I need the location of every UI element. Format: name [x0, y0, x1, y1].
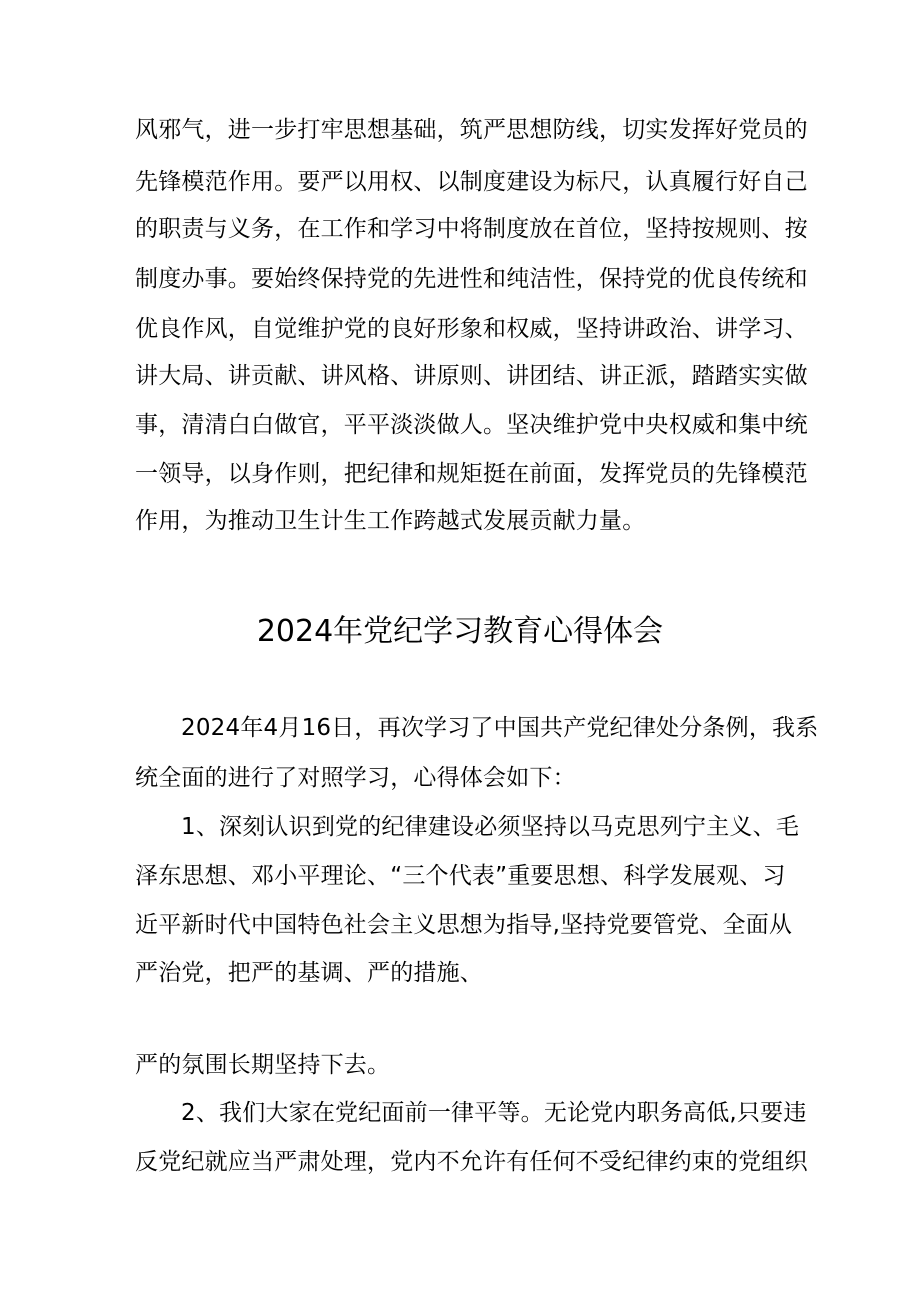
point-1-line: 泽东思想、邓小平理论、“三个代表”重要思想、科学发展观、习 [135, 863, 786, 889]
paragraph-line: 制度办事。要始终保持党的先进性和纯洁性，保持党的优良传统和 [135, 266, 808, 292]
paragraph-line: 的职责与义务，在工作和学习中将制度放在首位，坚持按规则、按 [135, 216, 808, 242]
point-2-line: 2、我们大家在党纪面前一律平等。无论党内职务高低,只要违 [181, 1100, 807, 1126]
paragraph-line: 讲大局、讲贡献、讲风格、讲原则、讲团结、讲正派，踏踏实实做 [135, 363, 808, 389]
point-1-line: 近平新时代中国特色社会主义思想为指导,坚持党要管党、全面从 [135, 912, 793, 938]
paragraph-line: 一领导，以身作则，把纪律和规矩挺在前面，发挥党员的先锋模范 [135, 461, 808, 487]
paragraph-line: 作用，为推动卫生计生工作跨越式发展贡献力量。 [135, 508, 646, 534]
section-title: 2024年党纪学习教育心得体会 [256, 614, 664, 649]
point-1-line: 严的氛围长期坚持下去。 [135, 1052, 391, 1078]
paragraph-line: 事，清清白白做官，平平淡淡做人。坚决维护党中央权威和集中统 [135, 412, 808, 438]
intro-line: 2024年4月16日，再次学习了中国共产党纪律处分条例，我系 [181, 715, 819, 741]
intro-line: 统全面的进行了对照学习，心得体会如下： [135, 765, 576, 791]
paragraph-line: 风邪气，进一步打牢思想基础，筑严思想防线，切实发挥好党员的 [135, 117, 808, 143]
point-2-line: 反党纪就应当严肃处理，党内不允许有任何不受纪律约束的党组织 [135, 1149, 808, 1175]
paragraph-line: 先锋模范作用。要严以用权、以制度建设为标尺，认真履行好自己 [135, 169, 808, 195]
point-1-line: 严治党，把严的基调、严的措施、 [135, 960, 483, 986]
point-1-line: 1、深刻认识到党的纪律建设必须坚持以马克思列宁主义、毛 [181, 814, 800, 840]
paragraph-line: 优良作风，自觉维护党的良好形象和权威，坚持讲政治、讲学习、 [135, 316, 808, 342]
